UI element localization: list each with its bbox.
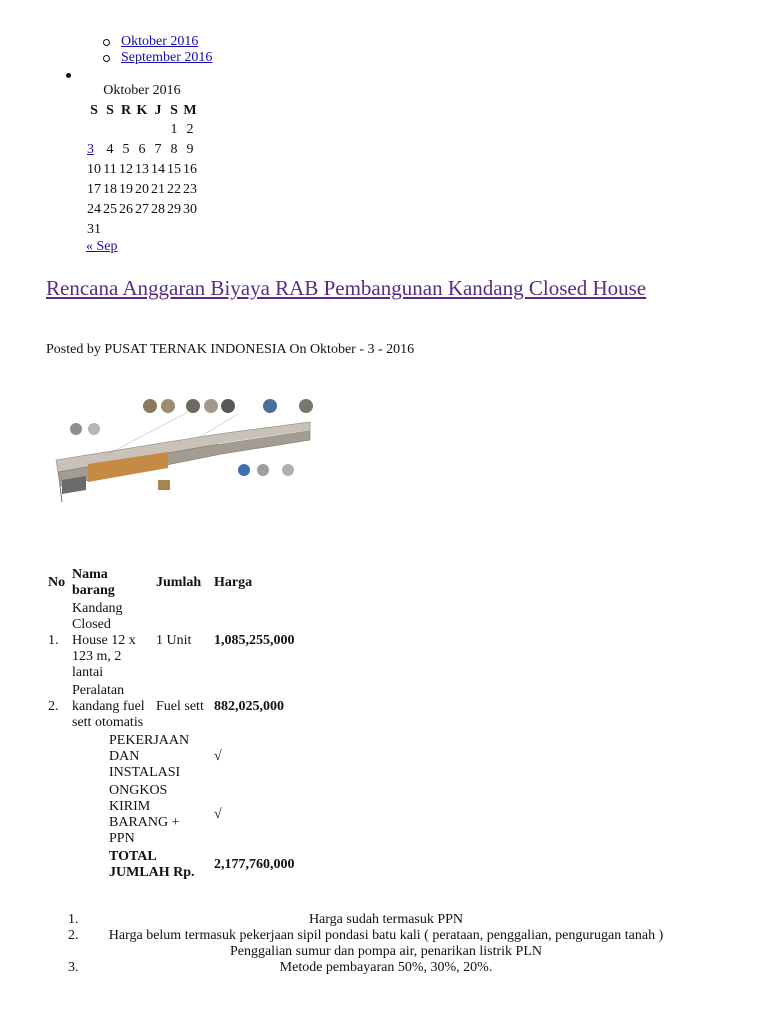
- calendar-week-row: [86, 160, 198, 180]
- notes-list: [46, 912, 726, 976]
- archive-item: [70, 50, 212, 66]
- calendar-empty-cell: [166, 220, 182, 240]
- calendar-day: 16: [183, 162, 197, 177]
- note-number: 3.: [68, 960, 79, 975]
- note-number: 2.: [68, 928, 79, 943]
- calendar-day: 30: [183, 202, 197, 217]
- calendar-day: 2: [186, 122, 194, 137]
- note-item: [46, 960, 726, 976]
- calendar-day: 1: [170, 122, 178, 137]
- row-jumlah: 1 Unit: [156, 633, 192, 648]
- note-text: Penggalian sumur dan pompa air, penarikan listrik PLN: [229, 944, 543, 959]
- table-row-extra: [45, 782, 307, 848]
- calendar-day: 23: [183, 182, 197, 197]
- check-mark: √: [214, 749, 222, 764]
- calendar-day: 4: [106, 142, 114, 157]
- table-header-row: [45, 566, 307, 600]
- calendar-day: 20: [135, 182, 149, 197]
- calendar-day: 5: [122, 142, 130, 157]
- archive-list: [70, 34, 212, 66]
- calendar-week-row: [86, 140, 198, 160]
- calendar-day: 10: [87, 162, 101, 177]
- table-row: [45, 600, 307, 682]
- calendar-empty-cell: [182, 220, 198, 240]
- calendar-prev-month-link[interactable]: « Sep: [86, 239, 118, 254]
- calendar-day: 12: [119, 162, 133, 177]
- row-harga: 882,025,000: [214, 699, 284, 714]
- calendar-week-row: [86, 120, 198, 140]
- row-jumlah: Fuel sett: [156, 699, 204, 714]
- calendar-weekday-header: S: [170, 102, 178, 118]
- rab-table: [45, 566, 307, 882]
- calendar-empty-cell: [134, 220, 150, 240]
- header-jumlah: Jumlah: [156, 575, 202, 590]
- calendar-day: 11: [103, 162, 117, 177]
- calendar-day: 31: [87, 222, 101, 237]
- header-no: No: [48, 575, 66, 590]
- calendar-day: 24: [87, 202, 101, 217]
- note-item: [46, 912, 726, 928]
- calendar-day: 6: [138, 142, 146, 157]
- note-item-continuation: [46, 944, 726, 960]
- row-nama-barang: Kandang Closed House 12 x 123 m, 2 lantai: [72, 601, 136, 680]
- calendar-day: 25: [103, 202, 117, 217]
- calendar-day: 7: [154, 142, 162, 157]
- note-text: Harga belum termasuk pekerjaan sipil pondasi batu kali ( perataan, penggalian, pengurugan tanah ): [108, 928, 664, 943]
- post-title-link[interactable]: Rencana Anggaran Biyaya RAB Pembangunan Kandang Closed House: [46, 276, 647, 300]
- calendar-day-link[interactable]: 3: [87, 142, 94, 157]
- calendar-day: 27: [135, 202, 149, 217]
- calendar-day: 19: [119, 182, 133, 197]
- disc-bullet-icon: [66, 73, 71, 78]
- calendar-day: 29: [167, 202, 181, 217]
- calendar-day: [86, 140, 102, 160]
- calendar-weekday-header: J: [154, 102, 162, 118]
- calendar-day: 28: [151, 202, 165, 217]
- calendar-widget: [86, 82, 198, 240]
- calendar-weekday-header: M: [183, 102, 197, 118]
- calendar-empty-cell: [102, 220, 118, 240]
- calendar-day: 17: [87, 182, 101, 197]
- row-harga: 1,085,255,000: [214, 633, 295, 648]
- archive-link-oktober-2016[interactable]: Oktober 2016: [121, 34, 199, 49]
- extra-label: ONGKOS KIRIM BARANG + PPN: [109, 783, 180, 846]
- calendar-day: 22: [167, 182, 181, 197]
- calendar-empty-cell: [118, 120, 134, 140]
- note-text: Harga sudah termasuk PPN: [308, 912, 464, 927]
- circle-bullet-icon: [103, 39, 110, 46]
- extra-label: PEKERJAAN DAN INSTALASI: [109, 733, 190, 780]
- calendar-day: 8: [170, 142, 178, 157]
- calendar-day: 15: [167, 162, 181, 177]
- total-label: TOTAL JUMLAH Rp.: [109, 849, 195, 880]
- calendar-weekday-header: S: [106, 102, 114, 118]
- archive-item: [70, 34, 212, 50]
- calendar-week-row: [86, 180, 198, 200]
- note-number: 1.: [68, 912, 79, 927]
- calendar-week-row: [86, 220, 198, 240]
- row-nama-barang: Peralatan kandang fuel sett otomatis: [72, 683, 145, 730]
- calendar-weekday-header: R: [120, 102, 132, 118]
- header-harga: Harga: [214, 575, 253, 590]
- calendar-empty-cell: [102, 120, 118, 140]
- calendar-day: 21: [151, 182, 165, 197]
- post-meta: Posted by PUSAT TERNAK INDONESIA On Oktober - 3 - 2016: [46, 342, 415, 357]
- calendar-empty-cell: [118, 220, 134, 240]
- calendar-week-row: [86, 200, 198, 220]
- row-no: 1.: [48, 633, 59, 648]
- note-text: Metode pembayaran 50%, 30%, 20%.: [279, 960, 493, 975]
- post-title: [46, 276, 726, 301]
- calendar-weekday-header: K: [136, 102, 148, 118]
- table-row-extra: [45, 732, 307, 782]
- archive-link-september-2016[interactable]: September 2016: [121, 50, 213, 65]
- closed-house-illustration: [48, 394, 320, 520]
- calendar-caption: Oktober 2016: [103, 83, 181, 98]
- calendar-day: 13: [135, 162, 149, 177]
- calendar-empty-cell: [86, 120, 102, 140]
- calendar-day: 18: [103, 182, 117, 197]
- calendar-empty-cell: [150, 220, 166, 240]
- calendar-day: 26: [119, 202, 133, 217]
- calendar-header-row: [86, 101, 198, 120]
- calendar-weekday-header: S: [90, 102, 98, 118]
- total-value: 2,177,760,000: [214, 857, 295, 872]
- table-total-row: [45, 848, 307, 882]
- calendar-day: 9: [186, 142, 194, 157]
- note-item: [46, 928, 726, 944]
- row-no: 2.: [48, 699, 59, 714]
- calendar-body: [86, 120, 198, 240]
- calendar-empty-cell: [134, 120, 150, 140]
- calendar-empty-cell: [150, 120, 166, 140]
- check-mark: √: [214, 807, 222, 822]
- table-row: [45, 682, 307, 732]
- circle-bullet-icon: [103, 55, 110, 62]
- calendar-day: 14: [151, 162, 165, 177]
- header-nama-barang: Nama barang: [72, 567, 115, 598]
